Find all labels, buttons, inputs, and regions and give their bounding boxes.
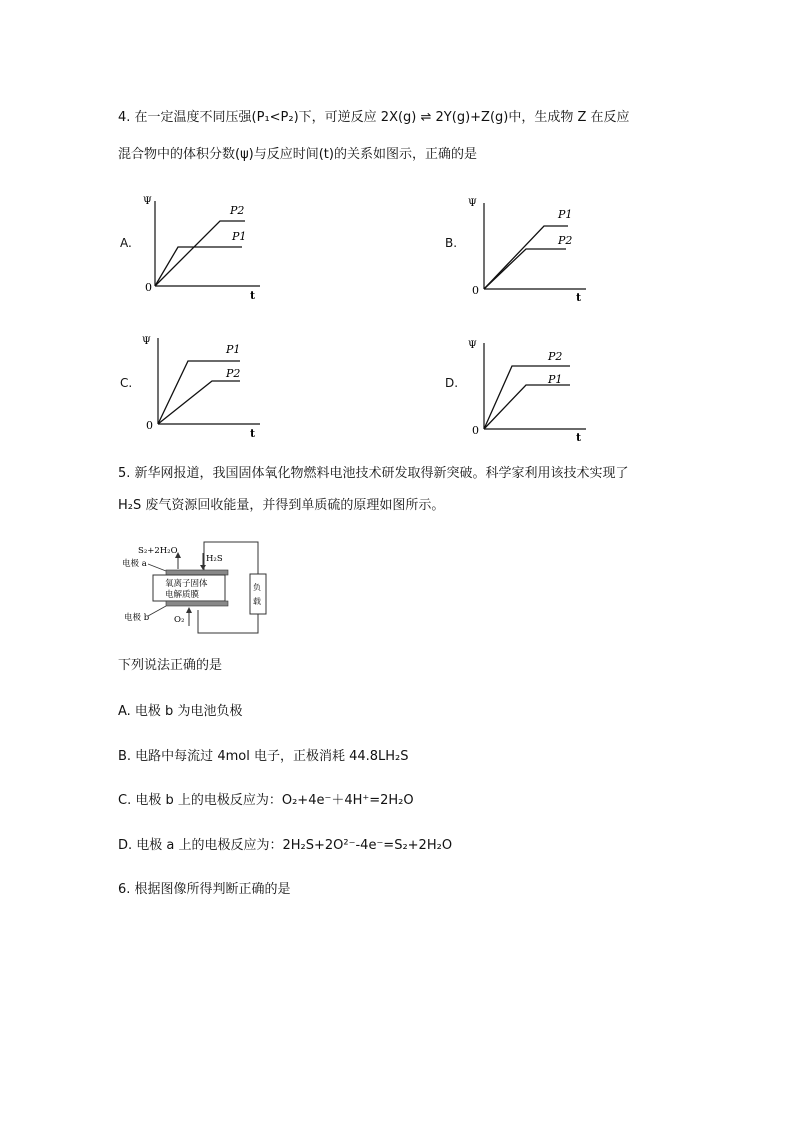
series-bottom xyxy=(484,385,570,429)
q4-option-b-letter[interactable]: B. xyxy=(445,236,458,250)
q5-stem-line2: H₂S 废气资源回收能量，并得到单质硫的原理如图所示。 xyxy=(118,498,445,513)
series-bottom xyxy=(158,381,240,424)
electrode-a-plate xyxy=(166,570,228,575)
origin-label: 0 xyxy=(472,284,479,297)
q4-option-c-plot xyxy=(140,334,280,444)
load-box xyxy=(250,574,266,614)
electrode-a-label: 电极 a xyxy=(122,559,147,569)
q6-stem-line1: 6. 根据图像所得判断正确的是 xyxy=(118,882,291,897)
top-series-label: P1 xyxy=(558,208,573,221)
x-axis-label: t xyxy=(250,427,256,440)
x-axis-label: t xyxy=(576,291,582,304)
electrode-b-plate xyxy=(166,601,228,606)
h2s-label: H₂S xyxy=(206,554,223,564)
q5-option-d[interactable]: D. 电极 a 上的电极反应为：2H₂S+2O²⁻-4e⁻=S₂+2H₂O xyxy=(118,838,453,853)
origin-label: 0 xyxy=(472,424,479,437)
q5-question-stem: 下列说法正确的是 xyxy=(118,658,223,673)
membrane-label-1: 氧离子固体 xyxy=(165,579,208,589)
y-axis-label: Ψ xyxy=(468,198,477,209)
q5-stem-line1: 5. 新华网报道，我国固体氧化物燃料电池技术研发取得新突破。科学家利用该技术实现了 xyxy=(118,466,629,481)
series-top xyxy=(484,226,568,289)
s2-label: S₂+2H₂O xyxy=(138,546,178,556)
q4-option-b-plot xyxy=(466,198,606,308)
series-bottom xyxy=(155,247,242,286)
membrane-label-2: 电解质膜 xyxy=(165,590,200,600)
q4-option-d-plot xyxy=(466,338,606,448)
x-axis-label: t xyxy=(250,289,256,302)
series-bottom xyxy=(484,249,566,289)
o2-label: O₂ xyxy=(174,615,185,625)
q5-option-c[interactable]: C. 电极 b 上的电极反应为：O₂+4e⁻＋4H⁺=2H₂O xyxy=(118,793,414,808)
bottom-series-label: P1 xyxy=(548,373,563,386)
y-axis-label: Ψ xyxy=(468,340,477,351)
q4-stem-line1: 4. 在一定温度不同压强(P₁<P₂)下，可逆反应 2X(g) ⇌ 2Y(g)+Z(g)中，生成物 Z 在反应 xyxy=(118,110,630,125)
y-axis-label: Ψ xyxy=(143,196,152,207)
fuel-cell-diagram xyxy=(118,538,278,638)
q5-option-a[interactable]: A. 电极 b 为电池负极 xyxy=(118,704,243,719)
bottom-series-label: P2 xyxy=(226,367,241,380)
top-series-label: P2 xyxy=(548,350,563,363)
top-series-label: P2 xyxy=(230,204,245,217)
q4-option-a-letter[interactable]: A. xyxy=(120,236,132,250)
q4-stem-line2: 混合物中的体积分数(ψ)与反应时间(t)的关系如图示，正确的是 xyxy=(118,147,477,162)
bottom-series-label: P1 xyxy=(232,230,247,243)
bottom-series-label: P2 xyxy=(558,234,573,247)
y-axis-label: Ψ xyxy=(142,336,151,347)
origin-label: 0 xyxy=(146,419,153,432)
top-series-label: P1 xyxy=(226,343,241,356)
origin-label: 0 xyxy=(145,281,152,294)
x-axis-label: t xyxy=(576,431,582,444)
q4-option-a-plot xyxy=(140,196,280,306)
load-label-2: 载 xyxy=(253,597,261,606)
q4-option-d-letter[interactable]: D. xyxy=(445,376,459,390)
q5-option-b[interactable]: B. 电路中每流过 4mol 电子，正极消耗 44.8LH₂S xyxy=(118,749,409,764)
q4-option-c-letter[interactable]: C. xyxy=(120,376,133,390)
load-label-1: 负 xyxy=(253,583,261,592)
electrode-b-label: 电极 b xyxy=(124,613,150,623)
